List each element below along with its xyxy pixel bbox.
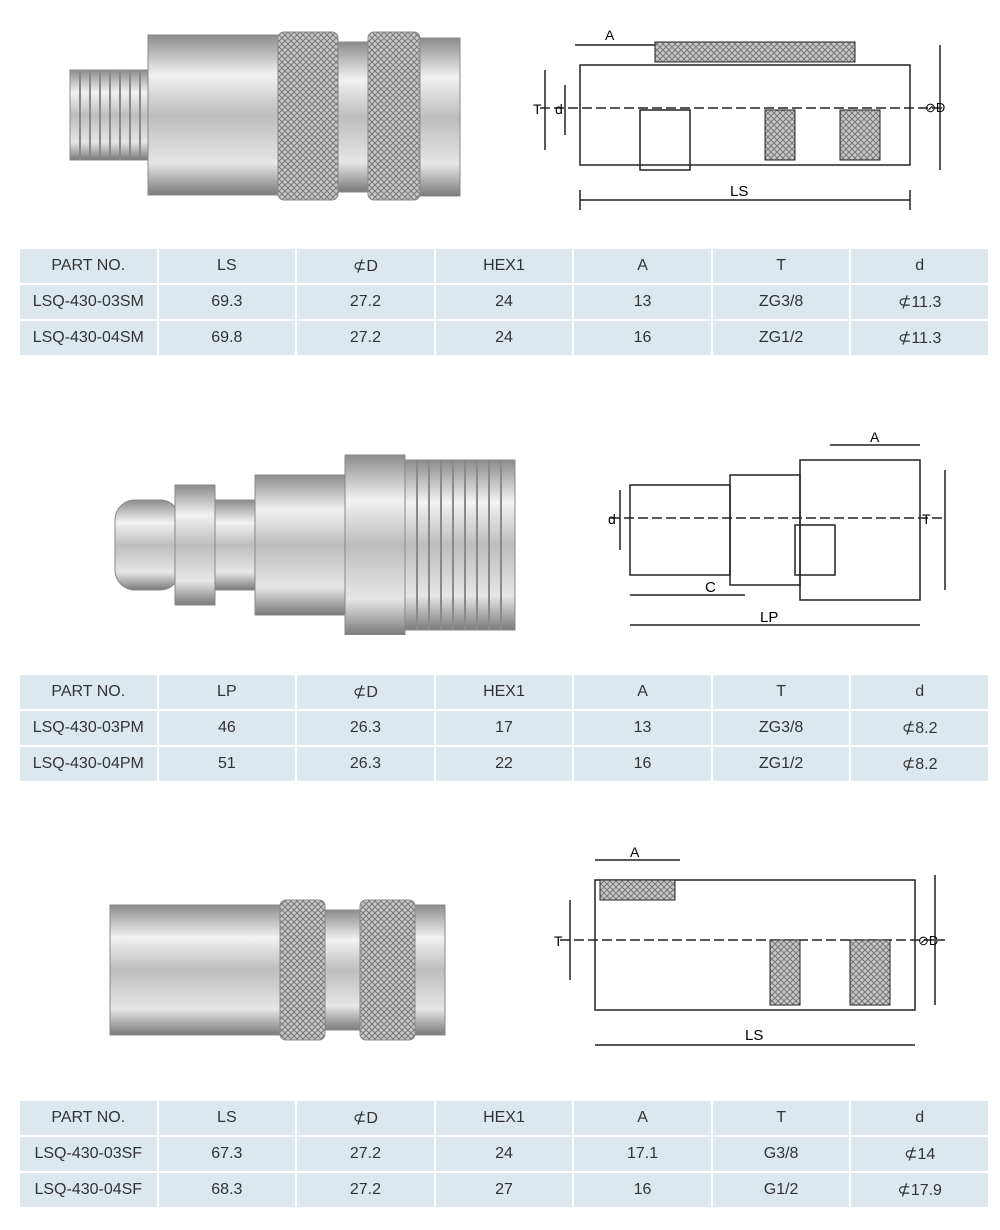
section-plug-male <box>0 420 1000 790</box>
dim-lp-label: LP <box>760 609 779 626</box>
header-hex1: HEX1 <box>436 675 573 709</box>
cell-d: ⊄11.3 <box>851 321 988 355</box>
table-header-row <box>20 675 988 709</box>
cell-part-no: LSQ-430-03SM <box>20 285 157 319</box>
table-row <box>20 747 988 781</box>
cell-hex1: 17 <box>436 711 573 745</box>
cell-hex1: 24 <box>436 321 573 355</box>
header-d: d <box>851 1101 988 1135</box>
header-a: A <box>574 249 711 283</box>
plug-male-drawing <box>600 430 960 630</box>
dim-d-label: d <box>608 511 616 527</box>
cell-a: 13 <box>574 285 711 319</box>
cell-ls: 67.3 <box>159 1137 296 1171</box>
socket-male-spec-table <box>18 247 990 357</box>
cell-part-no: LSQ-430-04SF <box>20 1173 157 1207</box>
cell-ls: 68.3 <box>159 1173 296 1207</box>
header-a: A <box>574 675 711 709</box>
header-lp: LP <box>159 675 296 709</box>
dim-d-label: d <box>555 101 563 117</box>
cell-ls: 69.8 <box>159 321 296 355</box>
header-ls: LS <box>159 1101 296 1135</box>
header-od: ⊄D <box>297 249 434 283</box>
dim-ls-label: LS <box>730 183 749 200</box>
socket-male-photo <box>60 20 480 220</box>
cell-a: 17.1 <box>574 1137 711 1171</box>
dim-a-label: A <box>605 27 615 43</box>
cell-t: ZG3/8 <box>713 711 850 745</box>
header-ls: LS <box>159 249 296 283</box>
plug-male-photo <box>105 445 545 635</box>
cell-hex1: 24 <box>436 285 573 319</box>
header-d: d <box>851 249 988 283</box>
cell-a: 16 <box>574 1173 711 1207</box>
cell-a: 16 <box>574 321 711 355</box>
header-hex1: HEX1 <box>436 249 573 283</box>
cell-od: 26.3 <box>297 711 434 745</box>
cell-hex1: 22 <box>436 747 573 781</box>
table-header-row <box>20 249 988 283</box>
header-t: T <box>713 675 850 709</box>
cell-t: G3/8 <box>713 1137 850 1171</box>
cell-od: 27.2 <box>297 285 434 319</box>
cell-a: 16 <box>574 747 711 781</box>
cell-t: ZG1/2 <box>713 321 850 355</box>
dim-od-label: ⊘D <box>925 100 946 115</box>
cell-t: ZG1/2 <box>713 747 850 781</box>
header-od: ⊄D <box>297 1101 434 1135</box>
table-row <box>20 1173 988 1207</box>
dim-ls-label: LS <box>745 1027 764 1044</box>
table-header-row <box>20 1101 988 1135</box>
cell-part-no: LSQ-430-04PM <box>20 747 157 781</box>
cell-part-no: LSQ-430-04SM <box>20 321 157 355</box>
header-part-no: PART NO. <box>20 249 157 283</box>
socket-female-spec-table <box>18 1099 990 1209</box>
dim-a-label: A <box>630 845 640 860</box>
cell-od: 27.2 <box>297 1137 434 1171</box>
dim-t-label: T <box>554 933 563 949</box>
cell-d: ⊄8.2 <box>851 711 988 745</box>
cell-hex1: 24 <box>436 1137 573 1171</box>
cell-d: ⊄8.2 <box>851 747 988 781</box>
cell-part-no: LSQ-430-03PM <box>20 711 157 745</box>
header-d: d <box>851 675 988 709</box>
cell-a: 13 <box>574 711 711 745</box>
cell-t: G1/2 <box>713 1173 850 1207</box>
section-socket-male <box>0 0 1000 370</box>
dim-a-label: A <box>870 430 880 445</box>
section-socket-female <box>0 840 1000 1230</box>
dim-c-label: C <box>705 579 716 596</box>
dim-t-label: T <box>922 511 931 527</box>
header-part-no: PART NO. <box>20 1101 157 1135</box>
socket-female-photo <box>105 895 465 1045</box>
header-t: T <box>713 249 850 283</box>
cell-t: ZG3/8 <box>713 285 850 319</box>
cell-part-no: LSQ-430-03SF <box>20 1137 157 1171</box>
header-t: T <box>713 1101 850 1135</box>
socket-male-drawing <box>525 20 965 220</box>
cell-od: 26.3 <box>297 747 434 781</box>
table-row <box>20 711 988 745</box>
socket-female-drawing <box>550 845 950 1055</box>
header-a: A <box>574 1101 711 1135</box>
cell-d: ⊄11.3 <box>851 285 988 319</box>
table-row <box>20 285 988 319</box>
cell-d: ⊄17.9 <box>851 1173 988 1207</box>
header-part-no: PART NO. <box>20 675 157 709</box>
cell-lp: 46 <box>159 711 296 745</box>
cell-lp: 51 <box>159 747 296 781</box>
header-od: ⊄D <box>297 675 434 709</box>
cell-d: ⊄14 <box>851 1137 988 1171</box>
cell-ls: 69.3 <box>159 285 296 319</box>
table-row <box>20 1137 988 1171</box>
cell-od: 27.2 <box>297 1173 434 1207</box>
table-row <box>20 321 988 355</box>
cell-od: 27.2 <box>297 321 434 355</box>
header-hex1: HEX1 <box>436 1101 573 1135</box>
dim-od-label: ⊘D <box>918 933 939 948</box>
dim-t-label: T <box>533 101 542 117</box>
cell-hex1: 27 <box>436 1173 573 1207</box>
plug-male-spec-table <box>18 673 990 783</box>
